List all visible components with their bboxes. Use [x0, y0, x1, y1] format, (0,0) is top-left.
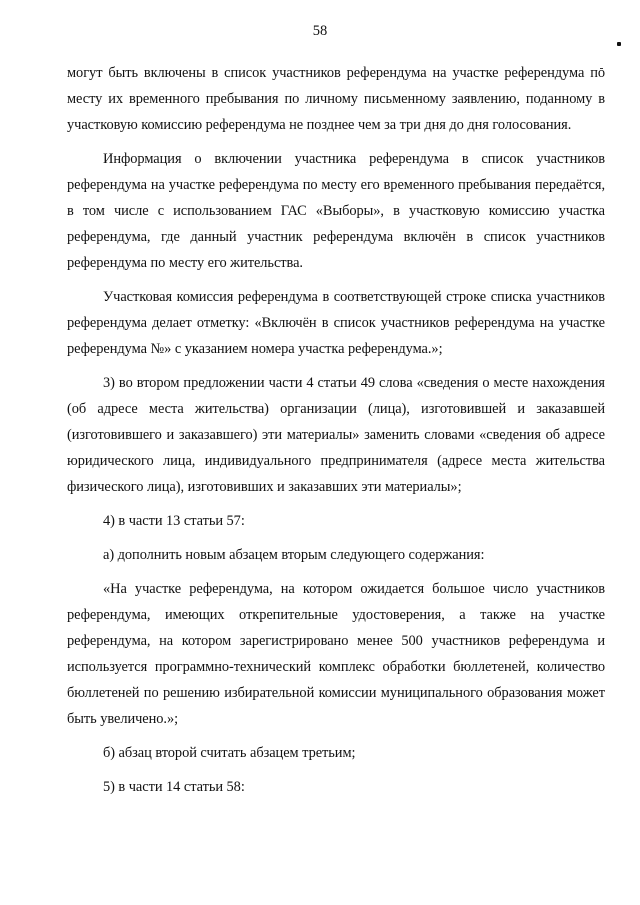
- scan-mark: [617, 42, 621, 46]
- paragraph-item-4a: а) дополнить новым абзацем вторым следующего содержания:: [103, 547, 485, 563]
- paragraph-quoted-addition: «На участке референдума, на котором ожидается большое число участников референдума, имеющих открепительные удостоверения, а также на участке референдума, на котором зарегистрировано менее 500 участников референдума и используется программно-технический комплекс обработки бюллетеней, количество бюллетеней по решению избирательной комиссии муниципального образования может быть увеличено.»;: [67, 581, 605, 727]
- paragraph-item-4: 4) в части 13 статьи 57:: [103, 513, 245, 529]
- document-body: [67, 60, 605, 800]
- paragraph-continuation: могут быть включены в список участников референдума на участке референдума по месту их временного пребывания по личному письменному заявлению, поданному в участковую комиссию референдума не позднее чем за три дня до дня голосования.: [67, 65, 605, 133]
- paragraph-item-4b: б) абзац второй считать абзацем третьим;: [103, 745, 356, 761]
- paragraph-information: Информация о включении участника референдума в список участников референдума на участке референдума по месту его временного пребывания передаётся, в том числе с использованием ГАС «Выборы», в участковую комиссию участка референдума, где данный участник референдума включён в список участников референдума по месту его жительства.: [67, 151, 605, 271]
- page-number: 58: [312, 23, 328, 39]
- paragraph-precinct-commission: Участковая комиссия референдума в соответствующей строке списка участников референдума делает отметку: «Включён в список участников референдума на участке референдума №» с указанием номера участка референдума.»;: [67, 289, 605, 357]
- paragraph-item-3: 3) во втором предложении части 4 статьи 49 слова «сведения о месте нахождения (об адресе места жительства) организации (лица), изготовившей и заказавшей (изготовившего и заказавшего) эти материалы» заменить словами «сведения об адресе юридического лица, индивидуального предпринимателя (адресе места жительства физического лица), изготовивших и заказавших эти материалы»;: [67, 375, 605, 495]
- paragraph-item-5: 5) в части 14 статьи 58:: [103, 779, 245, 795]
